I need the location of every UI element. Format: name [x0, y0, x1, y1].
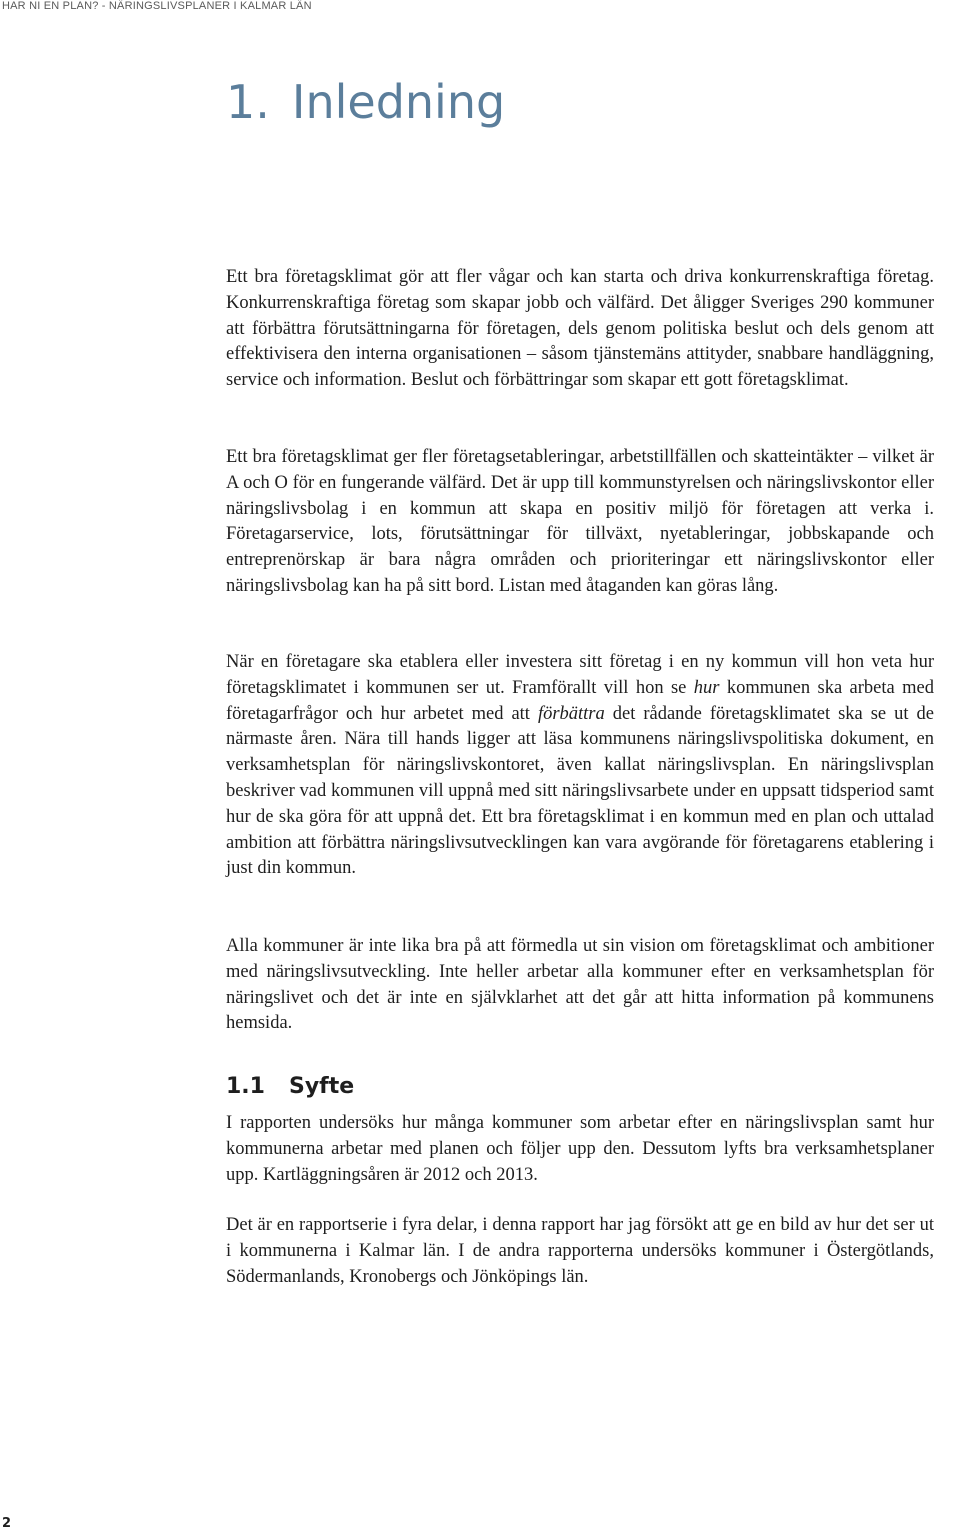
section-paragraph-1 [226, 1111, 934, 1188]
section-paragraph-2 [226, 1213, 934, 1290]
paragraph-3-part-3: det rådande företagsklimatet ska se ut de närmaste åren. Nära till hands ligger att läsa kommunens näringslivspolitiska dokument, en verksamhetsplan för näringslivskontoret, även kallat näringslivsplan. En näringslivsplan beskriver vad kommunen vill uppnå med sitt näringslivsarbete under en uppsatt tidsperiod samt hur de ska göra för att uppnå det. Ett bra företagsklimat i en kommun med en plan och uttalad ambition att förbättra näringslivsutvecklingen kan vara avgörande för företagarens etablering i just din kommun. [226, 703, 934, 879]
emphasis-forbattra: förbättra [537, 703, 605, 724]
paragraph-1 [226, 265, 934, 394]
chapter-number: 1. [226, 75, 270, 129]
paragraph-3-part-2: kommunen ska arbeta med företagarfrågor och hur arbetet med att [226, 677, 934, 724]
paragraph-3 [226, 650, 934, 882]
paragraph-4 [226, 934, 934, 1037]
page-number: 2 [2, 1516, 12, 1531]
paragraph-3-part-1: När en företagare ska etablera eller investera sitt företag i en ny kommun vill hon veta hur företagsklimatet i kommunen ser ut. Framförallt vill hon se [226, 652, 934, 698]
section-paragraph-2-text: Det är en rapportserie i fyra delar, i denna rapport har jag försökt att ge en bild av hur det ser ut i kommunerna i Kalmar län. I de andra rapporterna undersöks kommuner i Östergötlands, Södermanlands, Kronobergs och Jönköpings län. [226, 1215, 934, 1287]
running-header: HAR NI EN PLAN? - NÄRINGSLIVSPLANER I KALMAR LÄN [2, 0, 312, 12]
section-heading [226, 1070, 354, 1104]
chapter-title-text: Inledning [291, 75, 506, 129]
paragraph-4-text: Alla kommuner är inte lika bra på att förmedla ut sin vision om företagsklimat och ambitioner med näringslivsutveckling. Inte heller arbetar alla kommuner efter en verksamhetsplan för näringslivet och det är inte en självklarhet att det går att hitta information på kommunens hemsida. [226, 936, 934, 1034]
paragraph-2 [226, 445, 934, 600]
emphasis-hur: hur [693, 677, 720, 698]
paragraph-1-text: Ett bra företagsklimat gör att fler vågar och kan starta och driva konkurrenskraftiga företag. Konkurrenskraftiga företag som skapar jobb och välfärd. Det åligger Sveriges 290 kommuner att förbättra förutsättningarna för företagen, dels genom politiska beslut och dels genom att effektivisera den interna organisationen – såsom tjänstemäns attityder, snabbare handläggning, service och information. Beslut och förbättringar som skapar ett gott företagsklimat. [226, 267, 934, 391]
paragraph-3-text [226, 650, 934, 882]
section-title: Syfte [288, 1074, 355, 1099]
section-paragraph-1-text: I rapporten undersöks hur många kommuner som arbetar efter en näringslivsplan samt hur kommunerna arbetar med planen och följer upp den. Dessutom lyfts bra verksamhetsplaner upp. Kartläggningsåren är 2012 och 2013. [226, 1113, 934, 1185]
section-number: 1.1 [226, 1074, 265, 1099]
paragraph-2-text: Ett bra företagsklimat ger fler företagsetableringar, arbetstillfällen och skatteintäkter – vilket är A och O för en fungerande välfärd. Det är upp till kommunstyrelsen och näringslivskontor eller näringslivsbolag i en kommun att skapa en positiv miljö för företagen att verka i. Företagarservice, lots, förutsättningar för tillväxt, nyetableringar, jobbskapande och entreprenörskap är bara några områden och prioriteringar ett näringslivskontor eller näringslivsbolag kan ha på sitt bord. Listan med åtaganden kan göras lång. [226, 447, 934, 596]
chapter-title [226, 72, 505, 132]
